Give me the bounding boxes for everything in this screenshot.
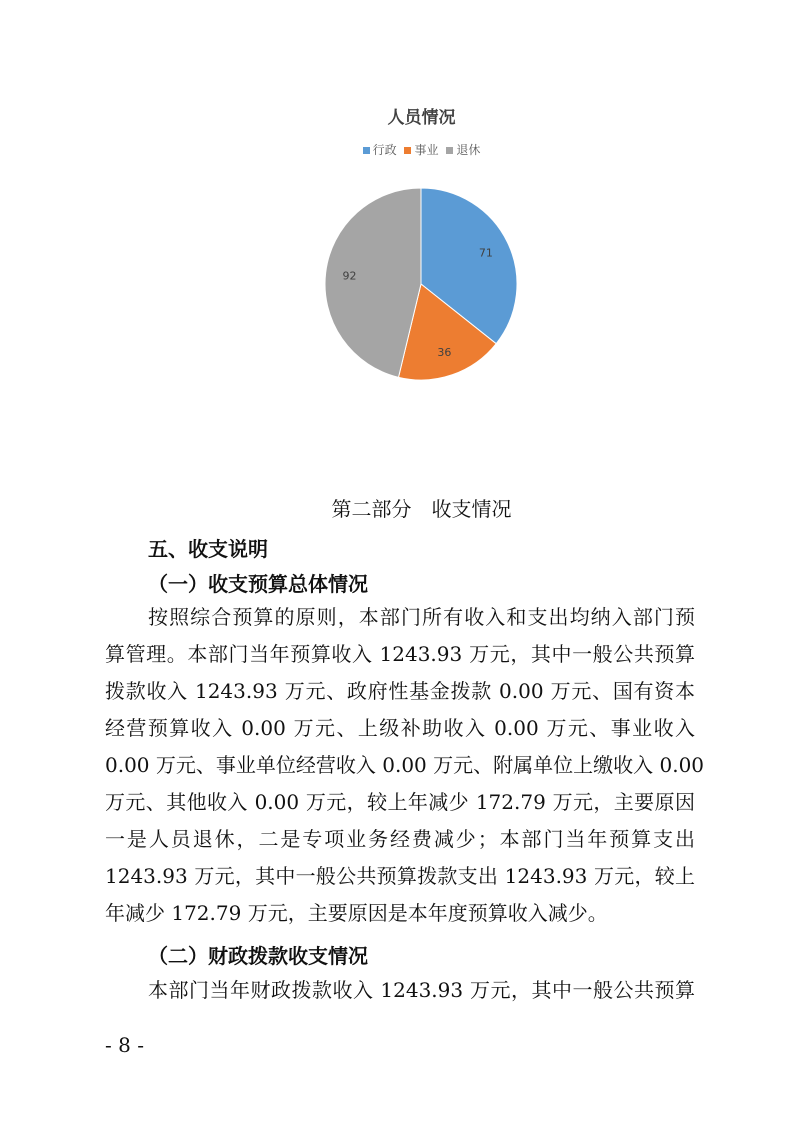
chart-title: 人员情况 bbox=[387, 108, 456, 128]
paragraph-line: 本部门当年财政拨款收入 1243.93 万元，其中一般公共预算 bbox=[148, 978, 695, 1002]
paragraph-line: 经营预算收入 0.00 万元、上级补助收入 0.00 万元、事业收入 bbox=[105, 716, 695, 740]
legend-swatch bbox=[363, 147, 370, 154]
paragraph-line: 万元、其他收入 0.00 万元，较上年减少 172.79 万元，主要原因 bbox=[105, 790, 695, 814]
legend-item: 行政 bbox=[363, 143, 397, 157]
legend-swatch bbox=[446, 147, 453, 154]
paragraph-line: 1243.93 万元，其中一般公共预算拨款支出 1243.93 万元，较上 bbox=[105, 864, 695, 888]
paragraph-line: 一是人员退休，二是专项业务经费减少；本部门当年预算支出 bbox=[105, 827, 695, 851]
legend-item: 事业 bbox=[404, 143, 438, 157]
heading-income-expense: 五、收支说明 bbox=[148, 537, 268, 561]
page-number: - 8 - bbox=[105, 1033, 144, 1057]
legend-item: 退休 bbox=[446, 143, 480, 157]
pie-chart bbox=[320, 184, 524, 388]
paragraph-line: 0.00 万元、事业单位经营收入 0.00 万元、附属单位上缴收入 0.00 bbox=[105, 753, 705, 777]
pie-data-label: 36 bbox=[437, 346, 452, 360]
legend-swatch bbox=[404, 147, 411, 154]
paragraph-line: 按照综合预算的原则，本部门所有收入和支出均纳入部门预 bbox=[148, 605, 695, 629]
heading-budget-overview: （一）收支预算总体情况 bbox=[148, 572, 368, 596]
pie-data-label: 71 bbox=[478, 246, 493, 260]
chart-legend bbox=[0, 141, 793, 158]
section-title: 第二部分 收支情况 bbox=[331, 497, 512, 521]
paragraph-line: 拨款收入 1243.93 万元、政府性基金拨款 0.00 万元、国有资本 bbox=[105, 679, 695, 703]
heading-fiscal-appropriation: （二）财政拨款收支情况 bbox=[148, 944, 368, 968]
pie-data-label: 92 bbox=[342, 269, 357, 283]
paragraph-line: 算管理。本部门当年预算收入 1243.93 万元，其中一般公共预算 bbox=[105, 642, 695, 666]
paragraph-line: 年减少 172.79 万元，主要原因是本年度预算收入减少。 bbox=[105, 901, 608, 925]
